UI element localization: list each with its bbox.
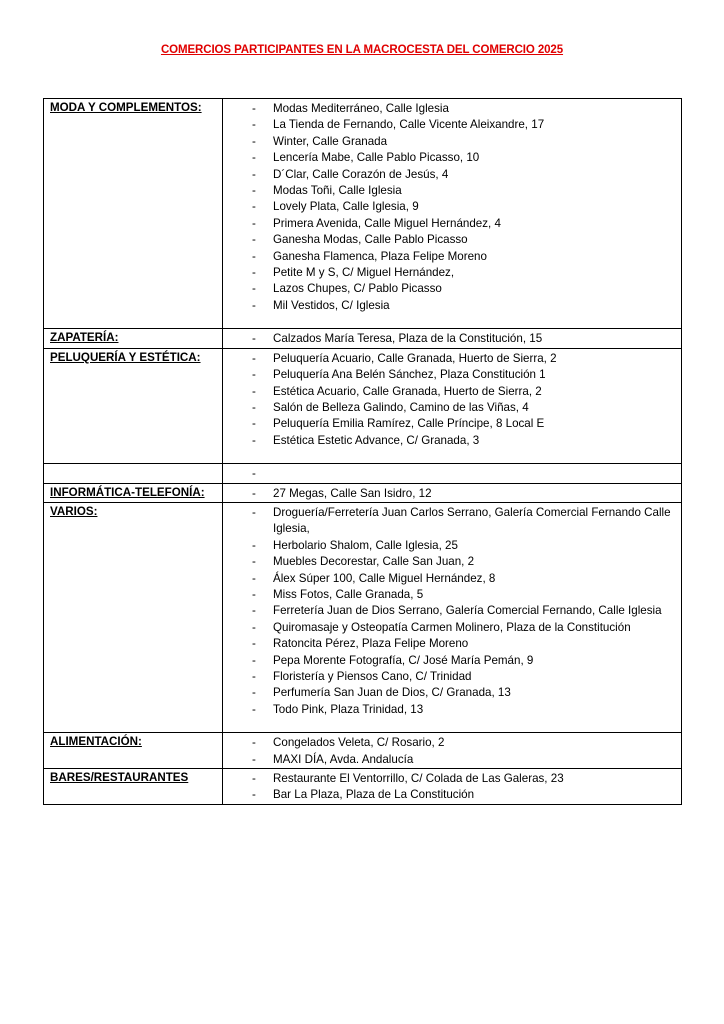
- bullet-dash: -: [252, 467, 256, 481]
- bullet-dash: -: [252, 200, 256, 214]
- bullet-dash: -: [252, 298, 256, 312]
- merchant-entry: Floristería y Piensos Cano, C/ Trinidad: [273, 669, 472, 683]
- category-row: [44, 733, 682, 769]
- category-cell: [44, 502, 223, 732]
- list-item: [223, 433, 681, 449]
- list-item: [223, 150, 681, 166]
- merchant-list: [223, 351, 681, 449]
- category-row: [44, 769, 682, 805]
- merchant-list-cell: [223, 733, 682, 769]
- category-name: ZAPATERÍA:: [50, 331, 119, 345]
- list-item: [223, 653, 681, 669]
- list-item: [223, 117, 681, 133]
- bullet-dash: -: [252, 118, 256, 132]
- list-item: [223, 416, 681, 432]
- merchant-list: [223, 735, 681, 768]
- list-item: [223, 400, 681, 416]
- merchant-entry: Ganesha Flamenca, Plaza Felipe Moreno: [273, 249, 487, 263]
- list-item: [223, 232, 681, 248]
- bullet-dash: -: [252, 752, 256, 766]
- bullet-dash: -: [252, 167, 256, 181]
- list-item: [223, 101, 681, 117]
- list-item: [223, 281, 681, 297]
- list-item: [223, 134, 681, 150]
- bullet-dash: -: [252, 772, 256, 786]
- bullet-dash: -: [252, 505, 256, 519]
- list-item: [223, 752, 681, 768]
- merchant-entry: Miss Fotos, Calle Granada, 5: [273, 587, 424, 601]
- list-item: [223, 216, 681, 232]
- list-item: [223, 669, 681, 685]
- merchant-list-cell: [223, 329, 682, 348]
- cell-spacer: [223, 314, 681, 328]
- bullet-dash: -: [252, 332, 256, 346]
- merchant-entry: Perfumería San Juan de Dios, C/ Granada, 13: [273, 686, 511, 700]
- merchant-entry: Lazos Chupes, C/ Pablo Picasso: [273, 282, 442, 296]
- merchant-entry: Todo Pink, Plaza Trinidad, 13: [273, 702, 424, 716]
- merchant-list-cell: [223, 464, 682, 483]
- bullet-dash: -: [252, 368, 256, 382]
- category-name: ALIMENTACIÓN:: [50, 735, 142, 749]
- bullet-dash: -: [252, 637, 256, 651]
- merchant-entry: Peluquería Emilia Ramírez, Calle Príncipe, 8 Local E: [273, 417, 545, 431]
- category-cell: [44, 769, 223, 805]
- merchant-entry: La Tienda de Fernando, Calle Vicente Aleixandre, 17: [273, 118, 545, 132]
- list-item: [223, 265, 681, 281]
- bullet-dash: -: [252, 702, 256, 716]
- bullet-dash: -: [252, 555, 256, 569]
- category-row: [44, 329, 682, 348]
- list-item: [223, 571, 681, 587]
- merchants-table: [43, 98, 682, 805]
- merchant-entry: Muebles Decorestar, Calle San Juan, 2: [273, 555, 475, 569]
- list-item: [223, 199, 681, 215]
- bullet-dash: -: [252, 417, 256, 431]
- merchant-list-cell: [223, 483, 682, 502]
- bullet-dash: -: [252, 686, 256, 700]
- category-row: [44, 483, 682, 502]
- bullet-dash: -: [252, 669, 256, 683]
- merchant-list: [223, 505, 681, 718]
- list-item: [223, 351, 681, 367]
- category-row: [44, 464, 682, 483]
- list-item: [223, 603, 681, 619]
- merchant-entry: Peluquería Ana Belén Sánchez, Plaza Constitución 1: [273, 368, 546, 382]
- merchant-entry: Modas Mediterráneo, Calle Iglesia: [273, 102, 449, 115]
- bullet-dash: -: [252, 266, 256, 280]
- merchant-entry: 27 Megas, Calle San Isidro, 12: [273, 486, 432, 500]
- list-item: [223, 620, 681, 636]
- bullet-dash: -: [252, 486, 256, 500]
- merchant-entry: D´Clar, Calle Corazón de Jesús, 4: [273, 167, 449, 181]
- bullet-dash: -: [252, 400, 256, 414]
- merchant-entry: Petite M y S, C/ Miguel Hernández,: [273, 266, 455, 280]
- bullet-dash: -: [252, 102, 256, 115]
- bullet-dash: -: [252, 653, 256, 667]
- list-item: [223, 554, 681, 570]
- merchant-list: [223, 331, 681, 347]
- category-name: BARES/RESTAURANTES: [50, 771, 189, 785]
- merchant-entry: Ratoncita Pérez, Plaza Felipe Moreno: [273, 637, 469, 651]
- list-item: [223, 787, 681, 803]
- bullet-dash: -: [252, 538, 256, 552]
- merchant-entry: Winter, Calle Granada: [273, 134, 388, 148]
- list-item: [223, 587, 681, 603]
- bullet-dash: -: [252, 249, 256, 263]
- list-item: [223, 685, 681, 701]
- merchant-entry: Lovely Plata, Calle Iglesia, 9: [273, 200, 419, 214]
- merchant-list: [223, 466, 681, 482]
- category-cell: [44, 483, 223, 502]
- merchant-entry: Droguería/Ferretería Juan Carlos Serrano, Galería Comercial Fernando Calle Iglesia,: [273, 505, 671, 536]
- merchant-entry: Primera Avenida, Calle Miguel Hernández, 4: [273, 216, 501, 230]
- bullet-dash: -: [252, 587, 256, 601]
- merchant-list-cell: [223, 769, 682, 805]
- bullet-dash: -: [252, 620, 256, 634]
- category-cell: [44, 733, 223, 769]
- list-item: [223, 636, 681, 652]
- merchant-list-cell: [223, 502, 682, 732]
- bullet-dash: -: [252, 571, 256, 585]
- category-row: [44, 348, 682, 463]
- merchant-list-cell: [223, 99, 682, 329]
- merchant-entry: Calzados María Teresa, Plaza de la Constitución, 15: [273, 332, 543, 346]
- category-name: MODA Y COMPLEMENTOS:: [50, 101, 202, 114]
- merchant-entry: Ganesha Modas, Calle Pablo Picasso: [273, 233, 468, 247]
- category-row: [44, 502, 682, 732]
- bullet-dash: -: [252, 736, 256, 750]
- list-item: [223, 167, 681, 183]
- category-row: [44, 99, 682, 329]
- bullet-dash: -: [252, 788, 256, 802]
- category-cell: [44, 329, 223, 348]
- merchant-entry: Pepa Morente Fotografía, C/ José María Pemán, 9: [273, 653, 534, 667]
- list-item: [223, 249, 681, 265]
- list-item: [223, 298, 681, 314]
- bullet-dash: -: [252, 351, 256, 365]
- category-name: INFORMÁTICA-TELEFONÍA:: [50, 485, 205, 499]
- merchant-entry: Estética Estetic Advance, C/ Granada, 3: [273, 433, 480, 447]
- bullet-dash: -: [252, 433, 256, 447]
- list-item: [223, 538, 681, 554]
- list-item: [223, 331, 681, 347]
- bullet-dash: -: [252, 184, 256, 198]
- category-name: PELUQUERÍA Y ESTÉTICA:: [50, 350, 201, 364]
- list-item: [223, 384, 681, 400]
- merchant-entry: MAXI DÍA, Avda. Andalucía: [273, 752, 414, 766]
- merchant-entry: Mil Vestidos, C/ Iglesia: [273, 298, 390, 312]
- merchant-entry: Modas Toñi, Calle Iglesia: [273, 184, 402, 198]
- list-item: [223, 367, 681, 383]
- bullet-dash: -: [252, 216, 256, 230]
- merchant-list: [223, 101, 681, 314]
- bullet-dash: -: [252, 282, 256, 296]
- merchant-entry: Estética Acuario, Calle Granada, Huerto de Sierra, 2: [273, 384, 542, 398]
- list-item: [223, 702, 681, 718]
- bullet-dash: -: [252, 151, 256, 165]
- list-item: [223, 505, 681, 538]
- category-cell: [44, 464, 223, 483]
- category-cell: [44, 348, 223, 463]
- merchant-entry: Restaurante El Ventorrillo, C/ Colada de Las Galeras, 23: [273, 772, 564, 786]
- merchant-entry: Lencería Mabe, Calle Pablo Picasso, 10: [273, 151, 480, 165]
- merchant-list: [223, 771, 681, 804]
- list-item: [223, 183, 681, 199]
- list-item: [223, 466, 681, 482]
- merchant-entry: Congelados Veleta, C/ Rosario, 2: [273, 736, 445, 750]
- page-title: COMERCIOS PARTICIPANTES EN LA MACROCESTA DEL COMERCIO 2025: [160, 44, 564, 56]
- bullet-dash: -: [252, 134, 256, 148]
- list-item: [223, 486, 681, 502]
- bullet-dash: -: [252, 604, 256, 618]
- merchant-entry: Peluquería Acuario, Calle Granada, Huerto de Sierra, 2: [273, 351, 557, 365]
- list-item: [223, 771, 681, 787]
- merchant-entry: Salón de Belleza Galindo, Camino de las Viñas, 4: [273, 400, 529, 414]
- merchant-entry: Álex Súper 100, Calle Miguel Hernández, 8: [273, 571, 496, 585]
- category-cell: [44, 99, 223, 329]
- bullet-dash: -: [252, 384, 256, 398]
- merchant-entry: Bar La Plaza, Plaza de La Constitución: [273, 788, 475, 802]
- list-item: [223, 735, 681, 751]
- merchant-entry: Herbolario Shalom, Calle Iglesia, 25: [273, 538, 458, 552]
- merchant-list: [223, 486, 681, 502]
- merchant-entry: Ferretería Juan de Dios Serrano, Galería Comercial Fernando, Calle Iglesia: [273, 604, 662, 618]
- cell-spacer: [223, 718, 681, 732]
- merchant-list-cell: [223, 348, 682, 463]
- cell-spacer: [223, 449, 681, 463]
- bullet-dash: -: [252, 233, 256, 247]
- category-name: VARIOS:: [50, 504, 98, 518]
- merchant-entry: Quiromasaje y Osteopatía Carmen Molinero, Plaza de la Constitución: [273, 620, 631, 634]
